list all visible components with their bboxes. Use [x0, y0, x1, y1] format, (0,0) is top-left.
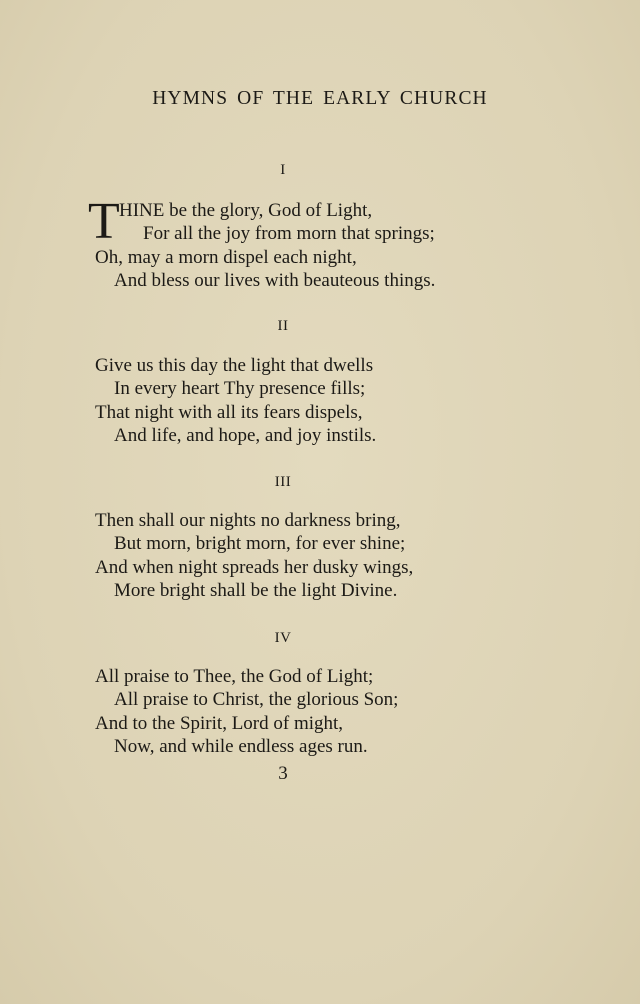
page-number: 3: [278, 763, 288, 784]
verse-line: Then shall our nights no darkness bring,: [95, 510, 401, 531]
verse-line: HINE be the glory, God of Light,: [119, 200, 373, 221]
verse-line: Now, and while endless ages run.: [114, 735, 368, 757]
verse-line: That night with all its fears dispels,: [95, 401, 363, 423]
stanza-4: [95, 665, 515, 758]
stanza-numeral-1: I: [280, 162, 286, 178]
stanza-numeral-2: II: [277, 318, 289, 334]
verse-line: And life, and hope, and joy instils.: [114, 424, 377, 446]
verse-line: But morn, bright morn, for ever shine;: [114, 533, 406, 555]
stanza-numeral-4: IV: [274, 630, 292, 646]
verse-line: Give us this day the light that dwells: [95, 355, 374, 376]
verse-line: In every heart Thy presence fills;: [114, 378, 366, 400]
verse-line: All praise to Christ, the glorious Son;: [114, 689, 399, 711]
verse-line: For all the joy from morn that springs;: [143, 223, 435, 245]
verse-line: Oh, may a morn dispel each night,: [95, 246, 357, 268]
stanza-3: [95, 509, 515, 602]
stanza-numeral-3: III: [274, 474, 292, 490]
verse-line: And to the Spirit, Lord of might,: [95, 712, 344, 734]
drop-cap: T: [88, 193, 120, 250]
verse-line: More bright shall be the light Divine.: [114, 579, 398, 601]
stanza-1: [88, 193, 515, 292]
verse-line: And when night spreads her dusky wings,: [95, 556, 414, 578]
verse-line: And bless our lives with beauteous things.: [114, 269, 436, 291]
verse-line: All praise to Thee, the God of Light;: [95, 666, 374, 687]
stanza-2: [95, 354, 515, 447]
running-head: HYMNS OF THE EARLY CHURCH: [152, 88, 488, 109]
